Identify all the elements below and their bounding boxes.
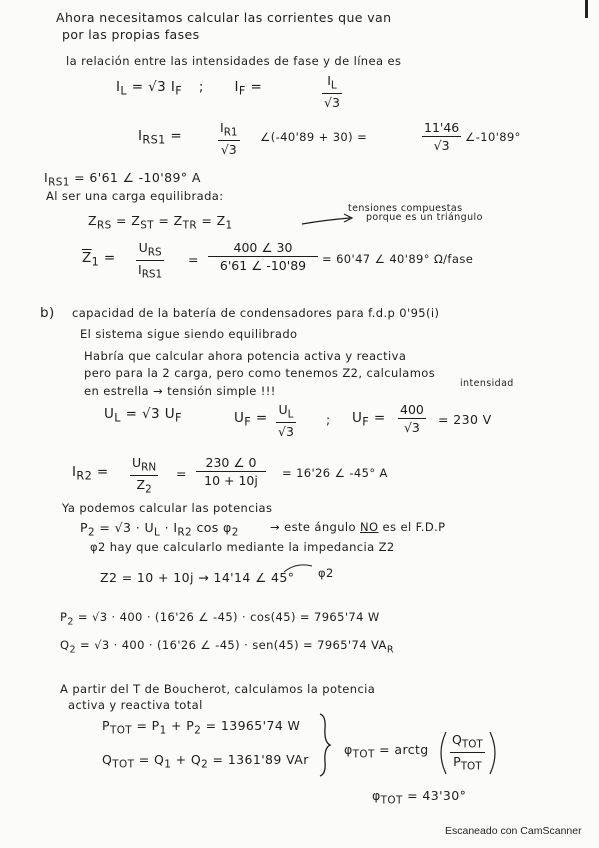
- num: U: [278, 402, 288, 417]
- sub: 1: [91, 255, 100, 269]
- num-sub: L: [330, 79, 337, 92]
- eq-p2-formula: [80, 520, 239, 539]
- sub: TOT: [109, 724, 133, 737]
- num: 11'46: [424, 120, 460, 135]
- sub: 1: [159, 724, 167, 737]
- text-c-2: activa y reactiva total: [68, 698, 203, 712]
- separator: ;: [198, 79, 204, 95]
- eq-part: = arctg: [379, 742, 429, 757]
- section-b-label: b): [40, 305, 55, 321]
- eq-irs1-lhs: [138, 128, 182, 147]
- text-b-2: El sistema sigue siendo equilibrado: [80, 327, 298, 341]
- curly-brace-icon: [316, 712, 334, 778]
- eq-part: = √3 · 400 · (16'26 ∠ -45) · cos(45) = 7965'74 W: [77, 610, 380, 624]
- eq-il-if: [116, 79, 262, 98]
- symbol-u: U: [352, 410, 363, 426]
- eq-impedances-equal: [88, 213, 233, 232]
- symbol-p: P: [80, 520, 88, 535]
- note-angulo: [270, 520, 445, 534]
- sub: L: [154, 526, 161, 539]
- text-b-3: Habría que calcular ahora potencia activa y reactiva: [84, 349, 407, 363]
- eq-part: = Z: [158, 213, 183, 228]
- fraction-urn-z2: [130, 455, 158, 495]
- equals: =: [176, 466, 187, 481]
- eq-ul-uf: [104, 406, 182, 425]
- separator: ;: [326, 412, 331, 427]
- arrow-icon: [282, 560, 322, 576]
- eq-part: + Q: [175, 752, 202, 767]
- den: √3: [433, 138, 450, 153]
- num: U: [132, 455, 142, 470]
- symbol-p: P: [60, 610, 68, 624]
- symbol-i: I: [116, 79, 121, 95]
- den: √3: [403, 420, 420, 435]
- label-phi2: φ2: [318, 566, 334, 580]
- sub: 1: [225, 219, 233, 232]
- eq-angle-sum: ∠(-40'89 + 30) =: [260, 130, 368, 144]
- equals: =: [96, 464, 109, 480]
- eq-part: · I: [164, 520, 178, 535]
- eq-part: = 13965'74 W: [205, 718, 301, 733]
- symbol-q: Q: [60, 638, 70, 652]
- note-part: es el F.D.P: [382, 520, 446, 534]
- eq-part: = √3 · U: [99, 520, 154, 535]
- num: 400: [400, 402, 424, 417]
- eq-phitot-result: [372, 788, 466, 807]
- den: √3: [324, 94, 340, 110]
- equals: =: [255, 410, 268, 426]
- den: I: [138, 261, 142, 277]
- symbol-z: Z: [88, 213, 97, 228]
- sub: R2: [76, 469, 93, 483]
- eq-uf-result: = 230 V: [438, 412, 492, 427]
- den: √3: [220, 141, 237, 157]
- eq-part: = √3 U: [125, 406, 176, 422]
- num: 230 ∠ 0: [205, 455, 257, 470]
- eq-part: = Z: [201, 213, 226, 228]
- sub-rs1: RS1: [48, 176, 70, 189]
- equals: =: [188, 252, 199, 267]
- fraction-qtot-ptot: [450, 732, 485, 772]
- sub: 2: [201, 758, 209, 771]
- eq-part: + P: [171, 718, 195, 733]
- symbol-phi: φ: [372, 788, 381, 803]
- eq-qtot: [102, 752, 309, 771]
- symbol-p: P: [102, 718, 110, 733]
- text-line-1: Ahora necesitamos calcular las corrientes que van: [56, 10, 392, 25]
- num-sub: L: [287, 408, 294, 421]
- sub: 2: [87, 526, 95, 539]
- symbol-z: $\overline{Z}$: [82, 250, 92, 266]
- fraction-400-sqrt3: [398, 402, 426, 435]
- eq-angle-result: ∠-10'89°: [465, 130, 521, 144]
- sub: TR: [182, 219, 197, 232]
- text-b-5: en estrella → tensión simple !!!: [84, 384, 276, 398]
- fraction-ul-sqrt3: [276, 402, 296, 439]
- text-b-10: φ2 hay que calcularlo mediante la impedancia Z2: [90, 540, 395, 554]
- sub: 2: [69, 644, 76, 656]
- eq-irs1-result: [44, 170, 201, 189]
- symbol-i: I: [138, 128, 143, 144]
- text-b-8: Ya podemos calcular las potencias: [62, 501, 273, 515]
- num: Q: [452, 732, 462, 747]
- symbol-u: U: [234, 410, 245, 426]
- den: P: [453, 753, 461, 769]
- eq-ptot: [102, 718, 300, 737]
- equals: =: [373, 410, 386, 426]
- symbol-i: I: [44, 170, 49, 185]
- scanner-footer: Escaneado con CamScanner: [445, 825, 582, 837]
- sub: 2: [194, 724, 202, 737]
- equals: =: [250, 79, 263, 95]
- fraction-400-661: [208, 240, 318, 273]
- eq-z1-result: = 60'47 ∠ 40'89° Ω/fase: [322, 252, 474, 266]
- num: 400 ∠ 30: [233, 240, 293, 255]
- eq-phitot-lhs: [344, 742, 429, 761]
- sub: F: [362, 415, 370, 429]
- equals: =: [103, 250, 116, 266]
- den-sub: TOT: [460, 760, 482, 772]
- sub: TOT: [112, 758, 135, 771]
- equals: =: [170, 128, 183, 144]
- eq-part: = √3 · 400 · (16'26 ∠ -45) · sen(45) = 7965'74 VA: [80, 638, 387, 652]
- num: I: [220, 120, 224, 135]
- note-no: NO: [360, 520, 379, 534]
- sub: RS: [96, 219, 112, 232]
- text-b-4: pero para la 2 carga, pero como tenemos Z2, calculamos: [84, 366, 436, 380]
- sub: TOT: [352, 748, 375, 761]
- eq-uf-lhs: [234, 410, 268, 429]
- den: √3: [278, 423, 294, 439]
- eq-p2-value: [60, 610, 380, 627]
- fraction-urs-irs1: [136, 240, 164, 280]
- eq-q2-value: [60, 638, 394, 655]
- eq-uf-value-lhs: [352, 410, 386, 429]
- den-sub: RS1: [141, 268, 163, 280]
- eq-part: cos φ: [196, 520, 232, 535]
- sub-f: F: [175, 84, 183, 98]
- num-sub: R1: [223, 126, 238, 139]
- fraction-230-z2: [196, 455, 266, 488]
- sub: ST: [140, 219, 154, 232]
- sub-rs1: RS1: [142, 133, 166, 147]
- eq-ir2-lhs: [72, 464, 109, 483]
- fraction-1146-sqrt3: [422, 120, 461, 153]
- sub: TOT: [380, 794, 403, 807]
- sub: 1: [164, 758, 172, 771]
- den: 6'61 ∠ -10'89: [219, 258, 307, 273]
- text-b-4b: intensidad: [460, 378, 514, 389]
- eq-part: = Q: [138, 752, 165, 767]
- fraction-ir1-sqrt3: [218, 120, 240, 157]
- eq-z2-polar: Z2 = 10 + 10j → 14'14 ∠ 45°: [100, 570, 295, 585]
- eq-part: = √3 I: [131, 79, 176, 95]
- sub: 2: [67, 616, 74, 628]
- num: I: [327, 73, 331, 88]
- note-triangulo: porque es un triángulo: [366, 212, 483, 223]
- symbol-q: Q: [102, 752, 113, 767]
- note-part: → este ángulo: [270, 520, 356, 534]
- symbol-i: I: [72, 464, 77, 480]
- sub: F: [244, 415, 252, 429]
- den: Z: [136, 476, 146, 492]
- sub: R: [386, 644, 394, 656]
- sub: 2: [231, 526, 239, 539]
- text-c-1: A partir del T de Boucherot, calculamos la potencia: [60, 682, 376, 696]
- num-sub: TOT: [461, 738, 483, 751]
- text-carga-equilibrada: Al ser una carga equilibrada:: [46, 189, 224, 203]
- symbol-phi: φ: [344, 742, 353, 757]
- symbol-u: U: [104, 406, 115, 422]
- sub: R2: [177, 526, 193, 539]
- scan-edge-mark: [585, 0, 588, 18]
- num-sub: RS: [147, 246, 162, 259]
- eq-part: = 43'30°: [407, 788, 467, 803]
- den-sub: 2: [145, 483, 152, 495]
- sub: F: [175, 411, 182, 425]
- sub: L: [114, 411, 121, 425]
- eq-part: = Z: [115, 213, 141, 228]
- eq-ir2-result: = 16'26 ∠ -45° A: [282, 466, 388, 480]
- text-line-3: la relación entre las intensidades de fase y de línea es: [66, 54, 402, 68]
- fraction-il-sqrt3: [322, 73, 342, 110]
- eq-z1-lhs: [82, 250, 116, 269]
- value: = 6'61 ∠ -10'89° A: [74, 170, 201, 185]
- num: U: [138, 240, 148, 255]
- text-b-1: capacidad de la batería de condensadores para f.d.p 0'95(i): [72, 306, 440, 320]
- symbol-i: I: [234, 79, 239, 95]
- sub-l: L: [120, 84, 128, 98]
- den: 10 + 10j: [204, 473, 258, 488]
- sub-f: F: [238, 84, 246, 98]
- text-line-2: por las propias fases: [62, 27, 200, 42]
- eq-part: = P: [136, 718, 160, 733]
- eq-part: = 1361'89 VAr: [212, 752, 309, 767]
- num-sub: RN: [141, 461, 157, 474]
- note-tensiones: tensiones compuestas: [348, 203, 463, 214]
